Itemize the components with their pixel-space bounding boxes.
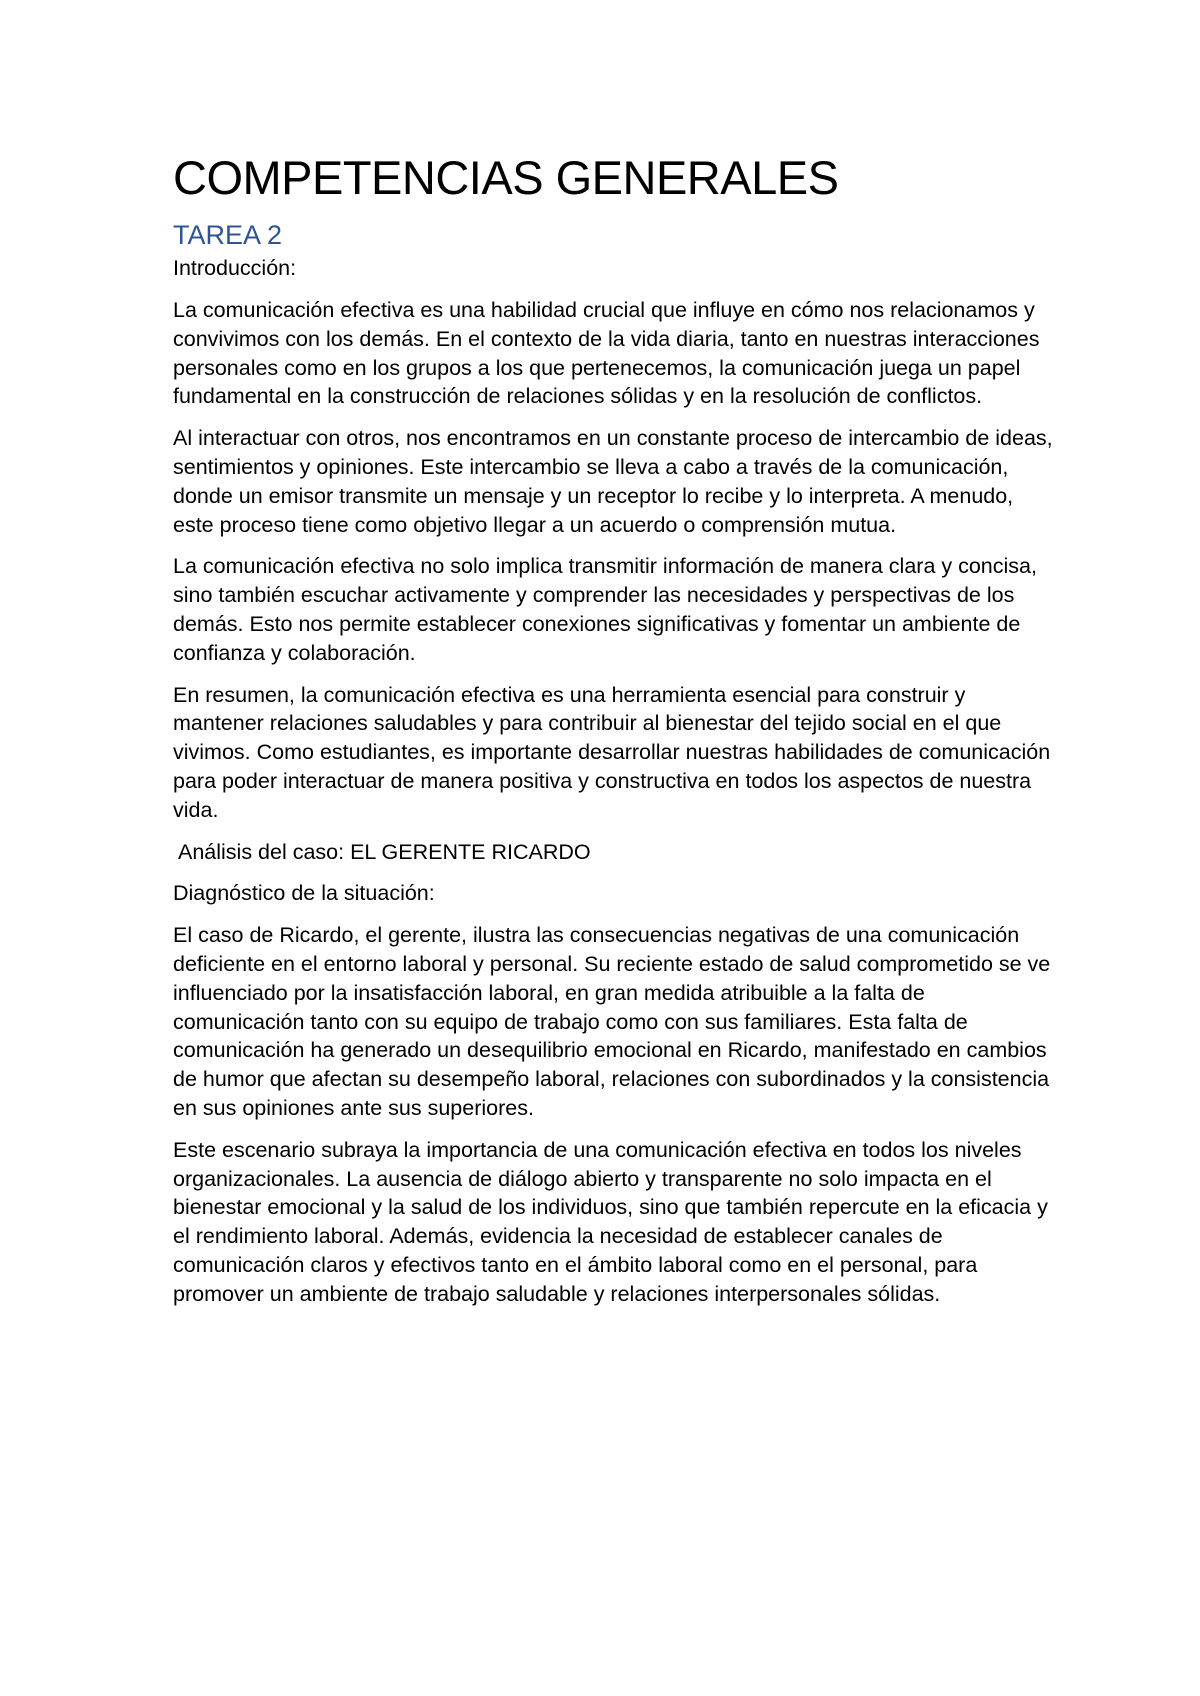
diagnosis-label: Diagnóstico de la situación: bbox=[173, 881, 435, 906]
diagnosis-paragraph: Este escenario subraya la importancia de una comunicación efectiva en todos los niveles organizacionales. La ausencia de diálogo abierto y transparente no solo impacta en el bienestar emocional y la salud de los individuos, sino que también repercute en la eficacia y el rendimiento laboral. Además, evidencia la necesidad de establecer canales de comunicación claros y efectivos tanto en el ámbito laboral como en el personal, para promover un ambiente de trabajo saludable y relaciones interpersonales sólidas. bbox=[173, 1137, 1048, 1306]
document-body bbox=[173, 150, 1053, 1322]
intro-label: Introducción: bbox=[173, 256, 297, 280]
intro-paragraph: La comunicación efectiva no solo implica transmitir información de manera clara y concisa, sino también escuchar activamente y comprender las necesidades y perspectivas de los demás. Esto nos permite establecer conexiones significativas y fomentar un ambiente de confianza y colaboración. bbox=[173, 554, 1037, 665]
intro-paragraph: La comunicación efectiva es una habilidad crucial que influye en cómo nos relacionamos y convivimos con los demás. En el contexto de la vida diaria, tanto en nuestras interacciones personales como en los grupos a los que pertenecemos, la comunicación juega un papel fundamental en la construcción de relaciones sólidas y en la resolución de conflictos. bbox=[173, 298, 1040, 409]
intro-paragraph: Al interactuar con otros, nos encontramos en un constante proceso de intercambio de ideas, sentimientos y opiniones. Este intercambio se lleva a cabo a través de la comunicación, donde un emisor transmite un mensaje y un receptor lo recibe y lo interpreta. A menudo, este proceso tiene como objetivo llegar a un acuerdo o comprensión mutua. bbox=[173, 426, 1053, 537]
intro-paragraph: En resumen, la comunicación efectiva es una herramienta esencial para construir y mantener relaciones saludables y para contribuir al bienestar del tejido social en el que vivimos. Como estudiantes, es importante desarrollar nuestras habilidades de comunicación para poder interactuar de manera positiva y constructiva en todos los aspectos de nuestra vida. bbox=[173, 682, 1051, 822]
case-heading: Análisis del caso: EL GERENTE RICARDO bbox=[178, 839, 591, 864]
document-subtitle: TAREA 2 bbox=[173, 220, 283, 250]
diagnosis-paragraph: El caso de Ricardo, el gerente, ilustra las consecuencias negativas de una comunicación deficiente en el entorno laboral y personal. Su reciente estado de salud comprometido se ve influenciado por la insatisfacción laboral, en gran medida atribuible a la falta de comunicación tanto con su equipo de trabajo como con sus familiares. Esta falta de comunicación ha generado un desequilibrio emocional en Ricardo, manifestado en cambios de humor que afectan su desempeño laboral, relaciones con subordinados y la consistencia en sus opiniones ante sus superiores. bbox=[173, 923, 1051, 1120]
document-title: COMPETENCIAS GENERALES bbox=[173, 151, 839, 204]
